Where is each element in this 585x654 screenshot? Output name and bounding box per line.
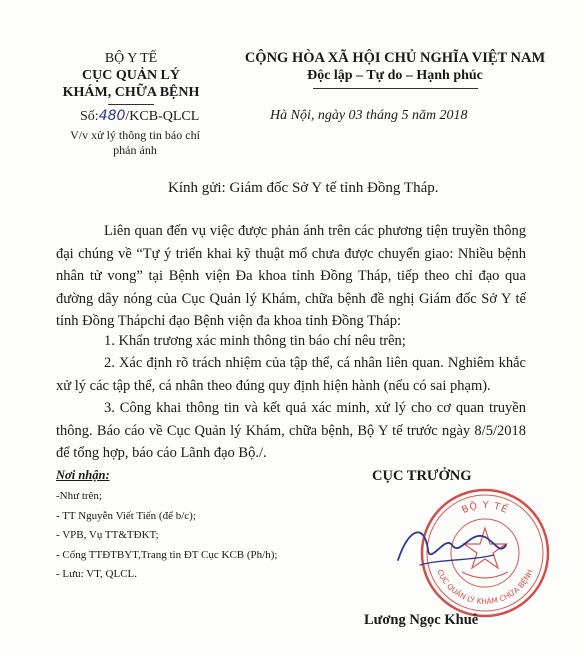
doc-no-prefix: Số: — [80, 109, 99, 124]
dept-name-line1: CỤC QUẢN LÝ — [82, 68, 180, 83]
body-paragraph-1: Liên quan đến vụ việc được phản ánh trên các phương tiện truyền thông đại chúng về “Tự ý triển khai kỹ thuật mổ chưa được chuyển giao: Nhiều bệnh nhân tử vong” tại Bệnh viện Đa khoa tỉnh Đồng Tháp, tiếp theo chỉ đạo qua đường dây nóng của Cục Quản lý Khám, chữa bệnh đề nghị Giám đốc Sở Y tế tỉnh Đồng Thápchỉ đạo Bệnh viện đa khoa tỉnh Đồng Tháp: — [56, 223, 526, 329]
recipient-line: -Như trên; — [56, 490, 102, 502]
recipients-title: Nơi nhận: — [56, 468, 110, 482]
recipient-line: - TT Nguyễn Viết Tiến (để b/c); — [56, 509, 196, 522]
seal-bottom-text: CỤC QUẢN LÝ KHÁM CHỮA BỆNH — [435, 567, 535, 607]
recipient-line: - Cổng TTĐTBYT,Trang tin ĐT Cục KCB (Ph/h); — [56, 548, 278, 561]
national-header — [235, 50, 555, 89]
subject-line1: V/v xử lý thông tin báo chí — [70, 128, 200, 142]
signer-name: Lương Ngọc Khuê — [364, 612, 479, 628]
recipients-list — [56, 468, 326, 585]
doc-no-handwritten: 480 — [98, 108, 126, 124]
request-item-2: 2. Xác định rõ trách nhiệm của tập thể, cá nhân liên quan. Nghiêm khắc xử lý các tập thể, cá nhân theo đúng quy định hiện hành (nếu có sai phạm). — [56, 355, 526, 394]
national-motto: Độc lập – Tự do – Hạnh phúc — [307, 68, 483, 83]
signer-title: CỤC TRƯỞNG — [372, 468, 472, 484]
motto-underline — [313, 88, 478, 89]
issue-date: Hà Nội, ngày 03 tháng 5 năm 2018 — [270, 108, 468, 123]
ministry-name: BỘ Y TẾ — [104, 51, 158, 66]
issuing-agency — [56, 50, 206, 105]
seal-top-text: BỘ Y TẾ — [460, 499, 510, 517]
recipient-line: - VPB, Vụ TT&TĐKT; — [56, 529, 159, 541]
nation-name: CỘNG HÒA XÃ HỘI CHỦ NGHĨA VIỆT NAM — [244, 50, 546, 66]
addressee: Kính gửi: Giám đốc Sở Y tế tỉnh Đồng Tháp. — [168, 180, 439, 196]
svg-text:BỘ Y TẾ — [460, 499, 510, 516]
agency-underline — [108, 104, 154, 105]
request-item-3: 3. Công khai thông tin và kết quả xác minh, xử lý cho cơ quan truyền thông. Báo cáo về Cục Quản lý Khám, chữa bệnh, Bộ Y tế trước ngày 8/5/2018 để tổng hợp, báo cáo Lãnh đạo Bộ./. — [56, 400, 526, 461]
document-number — [80, 108, 199, 125]
subject-line2: phản ánh — [113, 143, 157, 157]
subject-summary — [60, 128, 210, 158]
recipient-line: - Lưu: VT, QLCL. — [56, 568, 138, 580]
doc-no-suffix: /KCB-QLCL — [125, 109, 200, 124]
dept-name-line2: KHÁM, CHỮA BỆNH — [62, 85, 200, 100]
handwritten-signature-icon — [390, 515, 510, 575]
request-item-1: 1. Khẩn trương xác minh thông tin báo chí nêu trên; — [104, 333, 406, 349]
